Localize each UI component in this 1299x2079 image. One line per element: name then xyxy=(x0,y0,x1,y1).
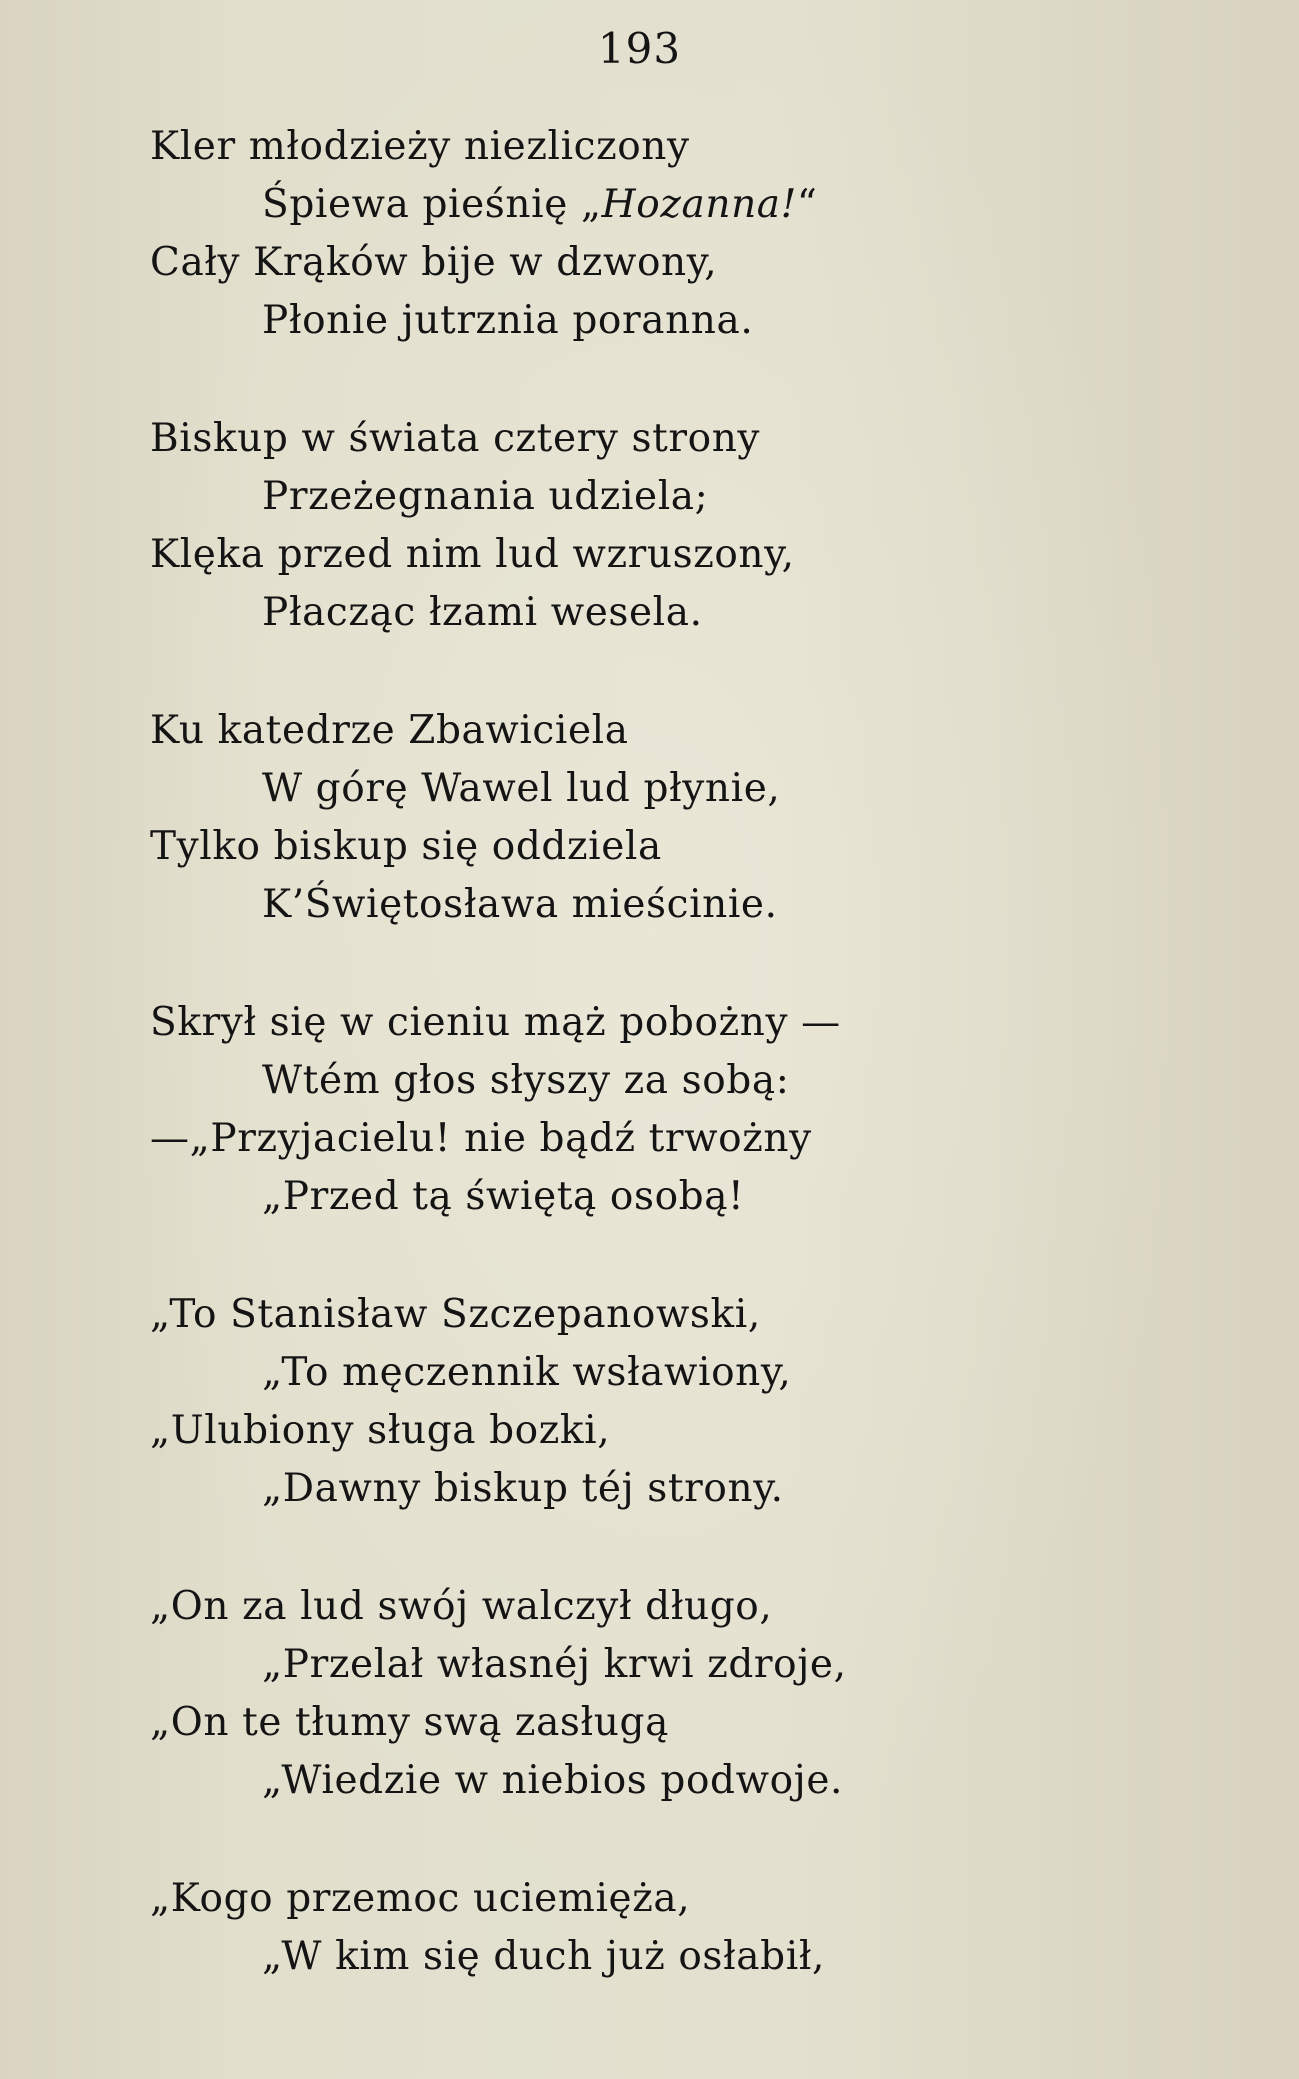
stanza xyxy=(150,1870,1150,2079)
stanza xyxy=(150,410,1150,702)
stanza xyxy=(150,994,1150,1286)
poem-line: „Wiedzie w niebios podwoje. xyxy=(262,1758,844,1803)
poem xyxy=(150,118,1150,2079)
poem-line: Ku katedrze Zbawiciela xyxy=(150,708,629,753)
poem-line: Tylko biskup się oddziela xyxy=(150,824,662,869)
poem-line: Klęka przed nim lud wzruszony, xyxy=(150,532,795,577)
poem-line: „Przed tą świętą osobą! xyxy=(262,1174,745,1219)
poem-line: „Dawny biskup téj strony. xyxy=(262,1466,784,1511)
poem-line: K’Świętosława mieścinie. xyxy=(262,882,778,927)
stanza xyxy=(150,118,1150,410)
poem-line: „Przelał własnéj krwi zdroje, xyxy=(262,1642,847,1687)
poem-line: „On te tłumy swą zasługą xyxy=(150,1700,669,1745)
stanza xyxy=(150,702,1150,994)
stanza xyxy=(150,1286,1150,1578)
poem-line: „W kim się duch już osłabił, xyxy=(262,1934,826,1979)
poem-line: „To Stanisław Szczepanowski, xyxy=(150,1292,761,1337)
poem-line: Wtém głos słyszy za sobą: xyxy=(262,1058,790,1103)
poem-line: Biskup w świata cztery strony xyxy=(150,416,761,461)
poem-line: „Ulubiony sługa bozki, xyxy=(150,1408,611,1453)
emphasized-word: Hozanna! xyxy=(601,182,797,227)
poem-line: —„Przyjacielu! nie bądź trwożny xyxy=(150,1116,812,1161)
stanza xyxy=(150,1578,1150,1870)
poem-line: W górę Wawel lud płynie, xyxy=(262,766,781,811)
page-number: 193 xyxy=(597,24,682,73)
poem-line: Płacząc łzami wesela. xyxy=(262,590,703,635)
poem-line: Przeżegnania udziela; xyxy=(262,474,709,519)
poem-line: Płonie jutrznia poranna. xyxy=(262,298,754,343)
poem-line: Cały Krąków bije w dzwony, xyxy=(150,240,718,285)
poem-line: Kler młodzieży niezliczony xyxy=(150,124,690,169)
poem-line: „Kogo przemoc uciemięża, xyxy=(150,1876,691,1921)
poem-line: Skrył się w cieniu mąż pobożny — xyxy=(150,1000,841,1045)
poem-line: „On za lud swój walczył długo, xyxy=(150,1584,773,1629)
poem-line: Śpiewa pieśnię „Hozanna!“ xyxy=(262,182,818,227)
poem-line: „To męczennik wsławiony, xyxy=(262,1350,792,1395)
